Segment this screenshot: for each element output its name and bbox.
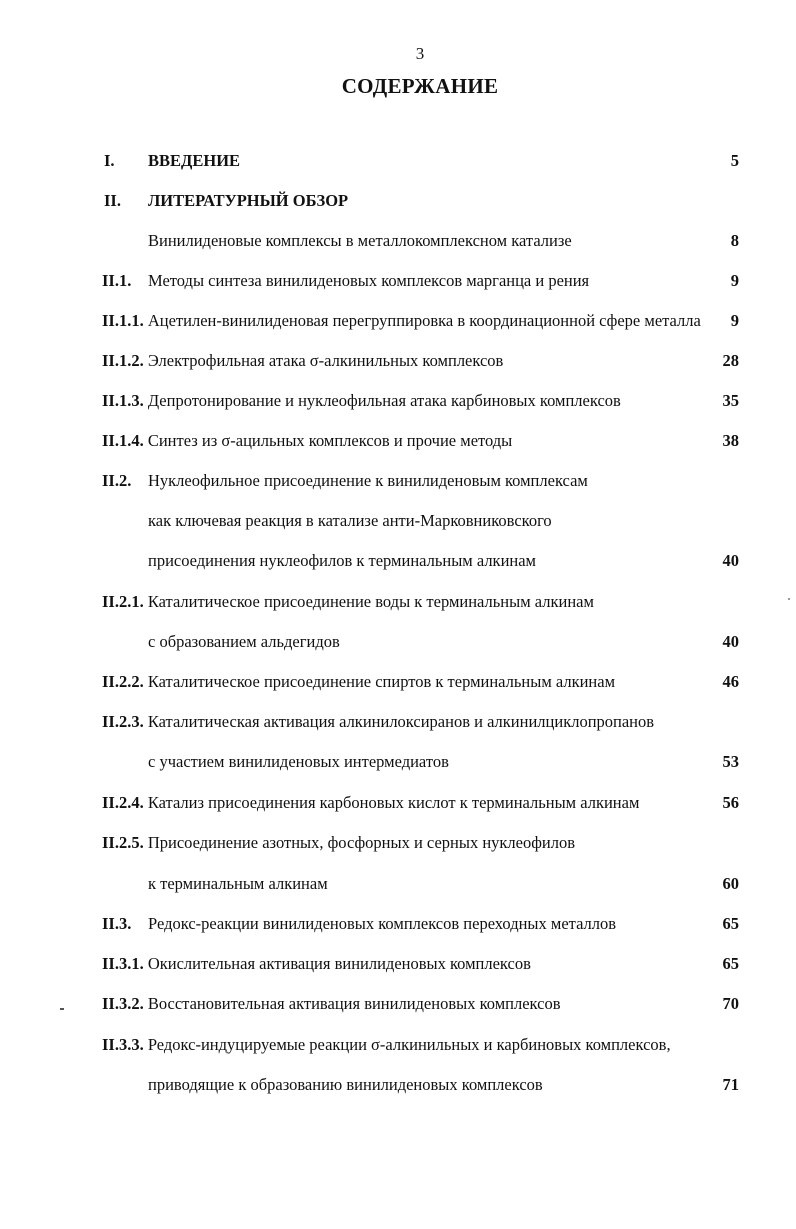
section-number: II.1.2.	[102, 351, 144, 370]
section-title: Восстановительная активация винилиденовых комплексов	[147, 994, 561, 1013]
toc-entry	[0, 952, 796, 976]
toc-entry	[0, 229, 796, 253]
page-ref: 60	[722, 874, 739, 893]
section-number: II.3.3.	[102, 1035, 144, 1054]
page-title: СОДЕРЖАНИЕ	[341, 74, 499, 98]
section-title: ЛИТЕРАТУРНЫЙ ОБЗОР	[148, 191, 349, 210]
section-title: Электрофильная атака σ-алкинильных комплексов	[147, 351, 504, 370]
section-title: Каталитическое присоединение спиртов к терминальным алкинам	[147, 672, 616, 691]
toc-entry	[0, 189, 796, 213]
toc-entry	[0, 670, 796, 694]
toc-entry-continuation	[0, 872, 796, 896]
section-number: I.	[104, 151, 115, 170]
page-ref: 9	[730, 271, 739, 290]
section-title: Редокс-реакции винилиденовых комплексов переходных металлов	[148, 914, 617, 933]
section-title: присоединения нуклеофилов к терминальным алкинам	[148, 551, 536, 570]
toc-entry	[0, 992, 796, 1016]
page-ref: 28	[722, 351, 739, 370]
section-number: II.2.2.	[102, 672, 144, 691]
toc-entry	[0, 309, 796, 333]
section-number: II.1.3.	[102, 391, 144, 410]
toc-entry	[0, 349, 796, 373]
section-title: Методы синтеза винилиденовых комплексов марганца и рения	[148, 271, 590, 290]
section-title: к терминальным алкинам	[148, 874, 328, 893]
scan-speck	[788, 598, 790, 600]
toc-entry-continuation	[0, 1073, 796, 1097]
toc-entry-continuation	[0, 509, 796, 533]
section-title: приводящие к образованию винилиденовых комплексов	[148, 1075, 543, 1094]
section-number: II.2.4.	[102, 793, 144, 812]
toc-entry	[0, 389, 796, 413]
toc-entry	[0, 1033, 796, 1057]
section-title: ВВЕДЕНИЕ	[148, 151, 241, 170]
toc-entry	[0, 791, 796, 815]
page-ref: 46	[722, 672, 739, 691]
section-number: II.	[104, 191, 121, 210]
section-title: Каталитическая активация алкинилоксиранов и алкинилциклопропанов	[147, 712, 655, 731]
toc-entry	[0, 912, 796, 936]
section-title: Депротонирование и нуклеофильная атака карбиновых комплексов	[147, 391, 621, 410]
section-number: II.3.1.	[102, 954, 144, 973]
toc-entry	[0, 149, 796, 173]
section-title: Окислительная активация винилиденовых комплексов	[147, 954, 531, 973]
page-number: 3	[415, 44, 425, 63]
page-ref: 38	[722, 431, 739, 450]
toc-entry	[0, 710, 796, 734]
page-ref: 70	[722, 994, 739, 1013]
section-number: II.2.	[102, 471, 132, 490]
page-ref: 5	[730, 151, 739, 170]
page-ref: 53	[722, 752, 739, 771]
section-title: Редокс-индуцируемые реакции σ-алкинильных и карбиновых комплексов,	[147, 1035, 671, 1054]
toc-entry	[0, 469, 796, 493]
section-number: II.1.4.	[102, 431, 144, 450]
page-ref: 65	[722, 914, 739, 933]
section-title: с участием винилиденовых интермедиатов	[148, 752, 449, 771]
toc-entry	[0, 831, 796, 855]
section-number: II.3.2.	[102, 994, 144, 1013]
section-number: II.1.1.	[102, 311, 144, 330]
section-title: Каталитическое присоединение воды к терминальным алкинам	[147, 592, 594, 611]
page-ref: 71	[722, 1075, 739, 1094]
section-number: II.2.5.	[102, 833, 144, 852]
toc-entry-continuation	[0, 750, 796, 774]
scan-speck	[60, 1008, 64, 1010]
toc-entry	[0, 269, 796, 293]
section-number: II.1.	[102, 271, 132, 290]
toc-entry-continuation	[0, 549, 796, 573]
section-number: II.2.1.	[102, 592, 144, 611]
toc-entry-continuation	[0, 630, 796, 654]
section-title: с образованием альдегидов	[148, 632, 340, 651]
section-title: Винилиденовые комплексы в металлокомплексном катализе	[148, 231, 572, 250]
section-title: Синтез из σ-ацильных комплексов и прочие методы	[147, 431, 513, 450]
page-ref: 40	[722, 551, 739, 570]
section-title: Катализ присоединения карбоновых кислот к терминальным алкинам	[147, 793, 640, 812]
section-number: II.2.3.	[102, 712, 144, 731]
page-ref: 35	[722, 391, 739, 410]
section-number: II.3.	[102, 914, 132, 933]
section-title: Присоединение азотных, фосфорных и серных нуклеофилов	[147, 833, 576, 852]
page-ref: 8	[730, 231, 739, 250]
page-ref: 9	[730, 311, 739, 330]
page-ref: 56	[722, 793, 739, 812]
section-title: Ацетилен-винилиденовая перегруппировка в координационной сфере металла	[147, 311, 701, 330]
page-ref: 40	[722, 632, 739, 651]
page-ref: 65	[722, 954, 739, 973]
toc-entry	[0, 429, 796, 453]
section-title: Нуклеофильное присоединение к винилиденовым комплексам	[148, 471, 588, 490]
section-title: как ключевая реакция в катализе анти-Марковниковского	[148, 511, 552, 530]
toc-entry	[0, 590, 796, 614]
